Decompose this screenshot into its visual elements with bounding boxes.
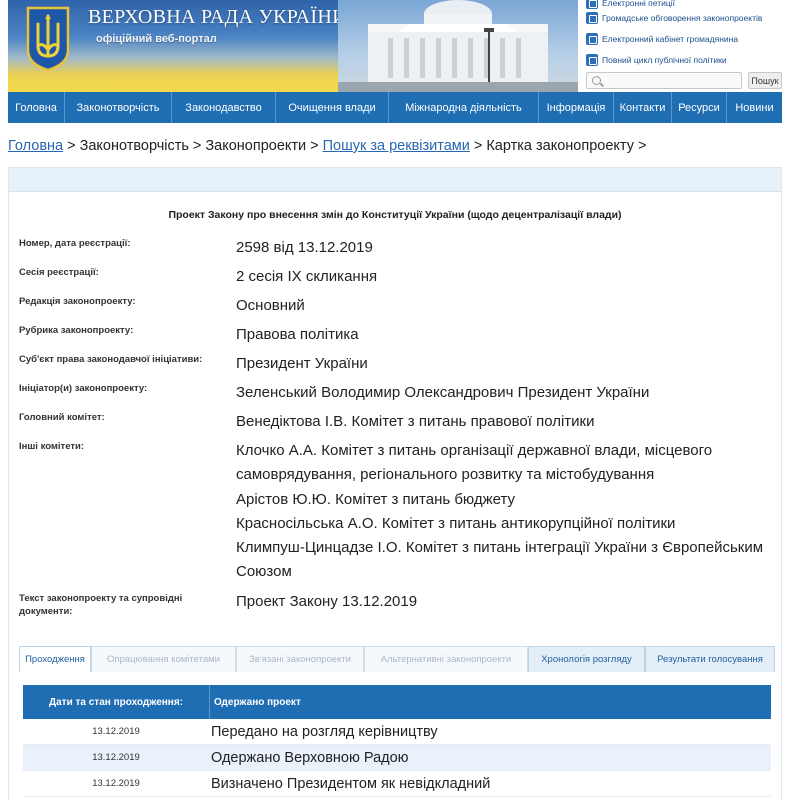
- breadcrumb-home[interactable]: Головна: [8, 138, 64, 154]
- value-initiator: Зеленський Володимир Олександрович Президент України: [236, 384, 650, 401]
- table-header: [23, 685, 771, 719]
- site-header: [8, 0, 782, 93]
- passage-table: [23, 685, 771, 797]
- row-date: 13.12.2019: [92, 752, 140, 763]
- nav-item-information[interactable]: Інформація: [539, 92, 614, 123]
- nav-item-lawmaking[interactable]: Законотворчість: [65, 92, 172, 123]
- label-edition: Редакція законопроекту:: [19, 296, 136, 307]
- value-registration: 2598 від 13.12.2019: [236, 239, 373, 256]
- quick-link-public-discussion[interactable]: Громадське обговорення законопроектів: [586, 12, 762, 24]
- breadcrumb-current: Картка законопроекту: [486, 138, 634, 154]
- nav-item-contacts[interactable]: Контакти: [614, 92, 672, 123]
- nav-item-news[interactable]: Новини: [735, 101, 774, 114]
- label-subject: Суб'єкт права законодавчої ініціативи:: [19, 354, 203, 365]
- bill-tabs: [19, 646, 775, 672]
- quick-link-policy-cycle[interactable]: Повний цикл публічної політики: [586, 54, 727, 66]
- nav-item-resources[interactable]: Ресурси: [672, 92, 727, 123]
- value-rubric: Правова політика: [236, 326, 359, 343]
- bill-card: [8, 167, 782, 800]
- nav-item-lustration[interactable]: Очищення влади: [276, 92, 389, 123]
- search-button[interactable]: Пошук: [748, 72, 782, 89]
- nav-item-home[interactable]: Головна: [8, 92, 65, 123]
- site-subtitle: офіційний веб-портал: [96, 33, 217, 45]
- table-row: [23, 719, 771, 745]
- quick-link-petitions[interactable]: Електронні петиції: [586, 0, 675, 9]
- breadcrumb-search-by-details[interactable]: Пошук за реквізитами: [322, 138, 470, 154]
- value-other-committee-4: Климпуш-Цинцадзе І.О. Комітет з питань інтеграції України з Європейським Союзом: [236, 539, 764, 580]
- quick-links-panel: [578, 0, 782, 93]
- nav-item-legislation[interactable]: Законодавство: [172, 92, 276, 123]
- label-main-committee: Головний комітет:: [19, 412, 105, 423]
- value-other-committee-2: Арістов Ю.Ю. Комітет з питань бюджету: [236, 491, 516, 508]
- row-date: 13.12.2019: [92, 778, 140, 789]
- breadcrumb-separator: >: [67, 138, 76, 154]
- breadcrumb-separator: >: [310, 138, 319, 154]
- search-box: [586, 72, 742, 89]
- label-rubric: Рубрика законопроекту:: [19, 325, 134, 336]
- discussion-icon: [586, 12, 598, 24]
- breadcrumb-lawmaking: Законотворчість: [79, 138, 189, 154]
- label-other-committees: Інші комітети:: [19, 441, 85, 452]
- label-documents: Текст законопроекту та супровідні документи:: [19, 593, 183, 617]
- site-title[interactable]: ВЕРХОВНА РАДА УКРАЇНИ: [88, 6, 347, 28]
- main-nav: [8, 92, 782, 123]
- row-date: 13.12.2019: [92, 726, 140, 737]
- value-documents[interactable]: Проект Закону 13.12.2019: [236, 593, 418, 610]
- tab-related-bills[interactable]: Зв'язані законопроекти: [236, 646, 364, 672]
- value-subject: Президент України: [236, 355, 368, 372]
- label-registration: Номер, дата реєстрації:: [19, 238, 131, 249]
- policy-cycle-icon: [586, 54, 598, 66]
- label-initiator: Ініціатор(и) законопроекту:: [19, 383, 148, 394]
- label-session: Сесія реєстрації:: [19, 267, 99, 278]
- table-row: [23, 745, 771, 771]
- cabinet-icon: [586, 33, 598, 45]
- row-event: Одержано Верховною Радою: [211, 749, 409, 766]
- tab-committee-work[interactable]: Опрацювання комітетами: [91, 646, 236, 672]
- breadcrumb-separator: >: [192, 138, 202, 154]
- breadcrumb-separator: >: [473, 138, 483, 154]
- table-row: [23, 771, 771, 797]
- parliament-building-image: [338, 0, 578, 93]
- tab-alternative-bills[interactable]: Альтернативні законопроекти: [364, 646, 528, 672]
- coat-of-arms-icon[interactable]: [26, 6, 70, 72]
- breadcrumb: [8, 138, 650, 154]
- petition-icon: [586, 0, 598, 9]
- search-input[interactable]: [605, 74, 739, 87]
- bill-title: Проект Закону про внесення змін до Конституції України (щодо децентралізації влади): [168, 209, 622, 221]
- nav-item-international[interactable]: Міжнародна діяльність: [389, 92, 539, 123]
- row-event: Передано на розгляд керівництву: [211, 723, 438, 740]
- header-received: Одержано проект: [209, 685, 301, 719]
- breadcrumb-bills: Законопроекти: [205, 138, 307, 154]
- value-edition: Основний: [236, 297, 305, 314]
- value-main-committee: Венедіктова І.В. Комітет з питань правової політики: [236, 413, 595, 430]
- value-other-committee-3: Красносільська А.О. Комітет з питань антикорупційної політики: [236, 515, 676, 532]
- breadcrumb-separator: >: [637, 138, 647, 154]
- tab-voting-results[interactable]: Результати голосування: [645, 646, 775, 672]
- header-date-status: Дати та стан проходження:: [49, 696, 183, 708]
- quick-link-citizen-cabinet[interactable]: Електронний кабінет громадянина: [586, 33, 738, 45]
- tab-chronology[interactable]: Хронологія розгляду: [528, 646, 645, 672]
- search-icon: [592, 76, 601, 85]
- value-session: 2 сесія IX скликання: [236, 268, 378, 285]
- value-other-committee-1: Клочко А.А. Комітет з питань організації державної влади, місцевого самоврядування, регіонального розвитку та містобудування: [236, 442, 713, 483]
- tab-passage[interactable]: Проходження: [19, 646, 91, 672]
- card-header-bar: [9, 168, 781, 192]
- row-event: Визначено Президентом як невідкладний: [211, 775, 491, 792]
